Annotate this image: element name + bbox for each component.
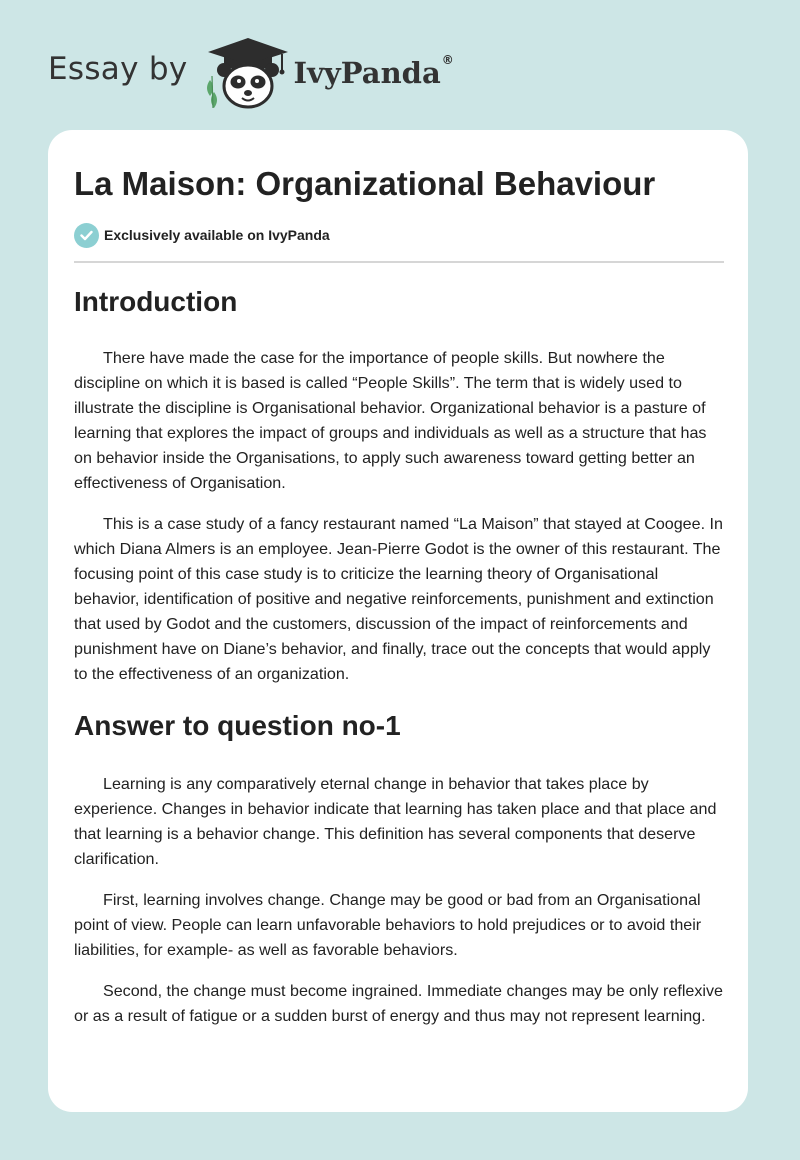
site-header-brand[interactable]	[48, 36, 454, 110]
panda-logo-icon	[202, 36, 290, 110]
paragraph: This is a case study of a fancy restaurant named “La Maison” that stayed at Coogee. In which Diana Almers is an employee. Jean-Pierre Godot is the owner of this restaurant. The focusing point of this case study is to criticize the learning theory of Organisational behavior, identification of positive and negative reinforcements, punishment and extinction that used by Godot and the customers, discussion of the impact of reinforcements and punishment have on Diane’s behavior, and finally, trace out the concepts that would apply to the effectiveness of an organization.	[74, 515, 723, 683]
exclusive-badge-text: Exclusively available on IvyPanda	[104, 227, 330, 243]
section-heading: Introduction	[74, 286, 238, 317]
paragraph: First, learning involves change. Change may be good or bad from an Organisational point of view. People can learn unfavorable behaviors to hold prejudices or to avoid their liabilities, for example- as well as favorable behaviors.	[74, 891, 702, 959]
page-title: La Maison: Organizational Behaviour	[74, 165, 656, 202]
essay-content	[74, 164, 724, 1029]
title-divider	[74, 261, 724, 263]
section-body	[74, 772, 724, 1029]
paragraph: Second, the change must become ingrained. Immediate changes may be only reflexive or as a result of fatigue or a sudden burst of energy and thus may not represent learning.	[74, 982, 723, 1025]
check-icon	[74, 223, 99, 248]
essay-card	[48, 130, 748, 1112]
section-heading: Answer to question no-1	[74, 710, 401, 741]
section-answer-question-1	[74, 709, 724, 1029]
exclusive-badge	[74, 222, 724, 248]
paragraph: Learning is any comparatively eternal change in behavior that takes place by experience. Changes in behavior indicate that learning has taken place and that place and that learning is a behavior change. This definition has several components that deserve clarification.	[74, 775, 717, 868]
registered-mark: ®	[441, 53, 454, 67]
section-introduction	[74, 285, 724, 687]
section-body	[74, 346, 724, 687]
paragraph: There have made the case for the importance of people skills. But nowhere the discipline on which it is based is called “People Skills”. The term that is widely used to illustrate the discipline is Organisational behavior. Organizational behavior is a pasture of learning that explores the impact of groups and individuals as well as a structure that has on behavior inside the Organisations, to apply such awareness toward getting better an effectiveness of Organisation.	[74, 349, 707, 492]
brand-prefix: Essay by	[48, 51, 188, 87]
brand-name: IvyPanda	[293, 56, 441, 90]
